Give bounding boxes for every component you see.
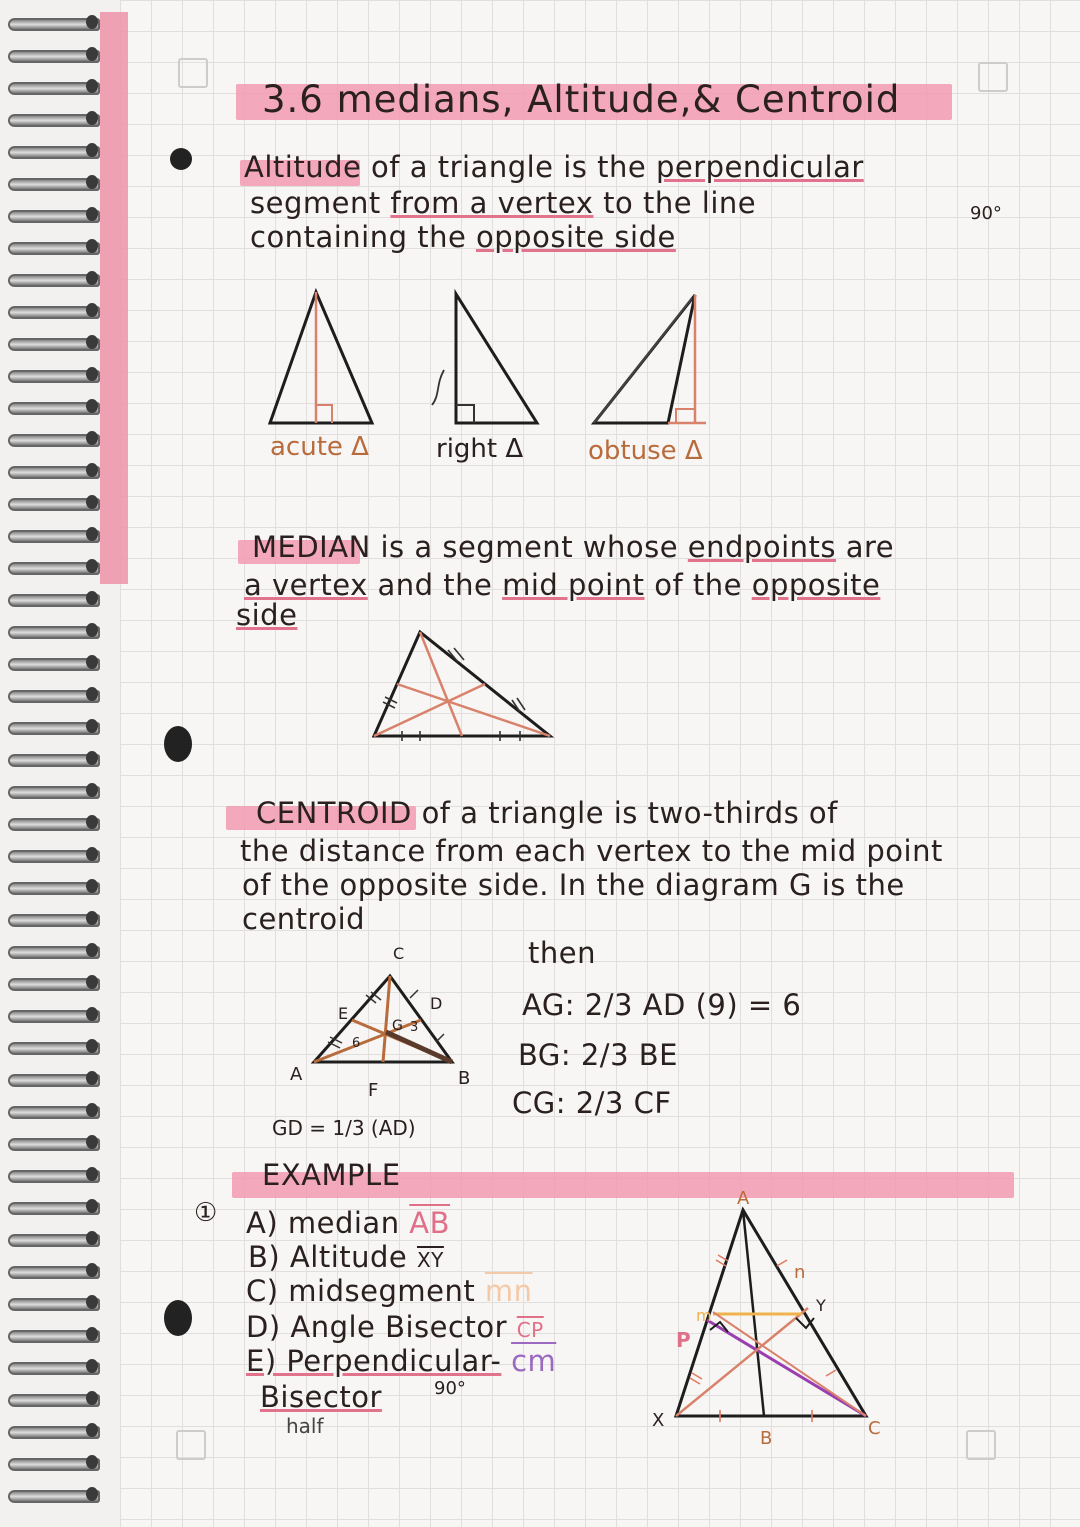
centroid-line-4: centroid bbox=[242, 902, 366, 936]
point-f: F bbox=[368, 1080, 379, 1101]
cg-formula: CG: 2/3 CF bbox=[512, 1086, 672, 1120]
example-item-b: B) Altitude $\overline{XY}$ bbox=[248, 1240, 444, 1274]
example-point-b: B bbox=[760, 1428, 773, 1449]
example-point-y: Y bbox=[816, 1296, 826, 1315]
point-d: D bbox=[430, 994, 443, 1013]
bisector-label: Bisector bbox=[260, 1380, 382, 1414]
example-item-e: E) Perpendicular- $\overline{cm}$ bbox=[246, 1344, 557, 1378]
median-line-3: side bbox=[236, 598, 298, 632]
label-acute: acute Δ bbox=[270, 432, 369, 462]
centroid-term: CENTROID bbox=[256, 796, 412, 830]
bg-formula: BG: 2/3 BE bbox=[518, 1038, 678, 1072]
centroid-line-3: of the opposite side. In the diagram G is the bbox=[242, 868, 905, 902]
example-point-m: m bbox=[696, 1306, 712, 1325]
example-point-a: A bbox=[737, 1188, 750, 1209]
median-line-1: MEDIAN is a segment whose endpoints are bbox=[252, 530, 895, 564]
example-point-c: C bbox=[868, 1418, 881, 1439]
then-label: then bbox=[528, 936, 596, 970]
centroid-line-2: the distance from each vertex to the mid point bbox=[240, 834, 943, 868]
example-number: ① bbox=[194, 1198, 218, 1228]
example-point-n: n bbox=[794, 1262, 806, 1283]
median-line-2: a vertex and the mid point of the opposite bbox=[244, 568, 881, 602]
gd-formula: GD = 1/3 (AD) bbox=[272, 1116, 416, 1140]
median-term: MEDIAN bbox=[252, 530, 371, 564]
example-item-d: D) Angle Bisector $\overline{CP}$ bbox=[246, 1310, 544, 1344]
example-point-p: P bbox=[676, 1328, 691, 1352]
point-e: E bbox=[338, 1004, 349, 1023]
point-a: A bbox=[290, 1064, 303, 1085]
centroid-line-1: CENTROID of a triangle is two-thirds of bbox=[256, 796, 838, 830]
altitude-line-1: Altitude of a triangle is the perpendicular bbox=[244, 150, 864, 184]
altitude-term: Altitude bbox=[244, 150, 362, 184]
point-g: G bbox=[392, 1018, 403, 1034]
label-obtuse: obtuse Δ bbox=[588, 436, 703, 466]
label-right: right Δ bbox=[436, 434, 524, 464]
example-item-c: C) midsegment $\overline{mn}$ bbox=[246, 1274, 533, 1308]
point-b: B bbox=[458, 1068, 471, 1089]
note-half: half bbox=[286, 1414, 324, 1438]
point-c: C bbox=[393, 944, 405, 963]
altitude-line-2: segment from a vertex to the line bbox=[250, 186, 757, 220]
segment-length-3: 3 bbox=[410, 1020, 419, 1035]
note-90-degrees: 90° bbox=[434, 1378, 466, 1399]
note-90-degrees: 90° bbox=[970, 203, 1002, 224]
example-item-a: A) median $\overline{AB}$ bbox=[246, 1206, 451, 1240]
page-title: 3.6 medians, Altitude,& Centroid bbox=[262, 78, 901, 121]
altitude-line-3: containing the opposite side bbox=[250, 220, 676, 254]
segment-length-6: 6 bbox=[352, 1036, 361, 1051]
example-point-x: X bbox=[652, 1410, 665, 1431]
ag-formula: AG: 2/3 AD (9) = 6 bbox=[522, 988, 802, 1022]
example-heading: EXAMPLE bbox=[262, 1158, 401, 1192]
